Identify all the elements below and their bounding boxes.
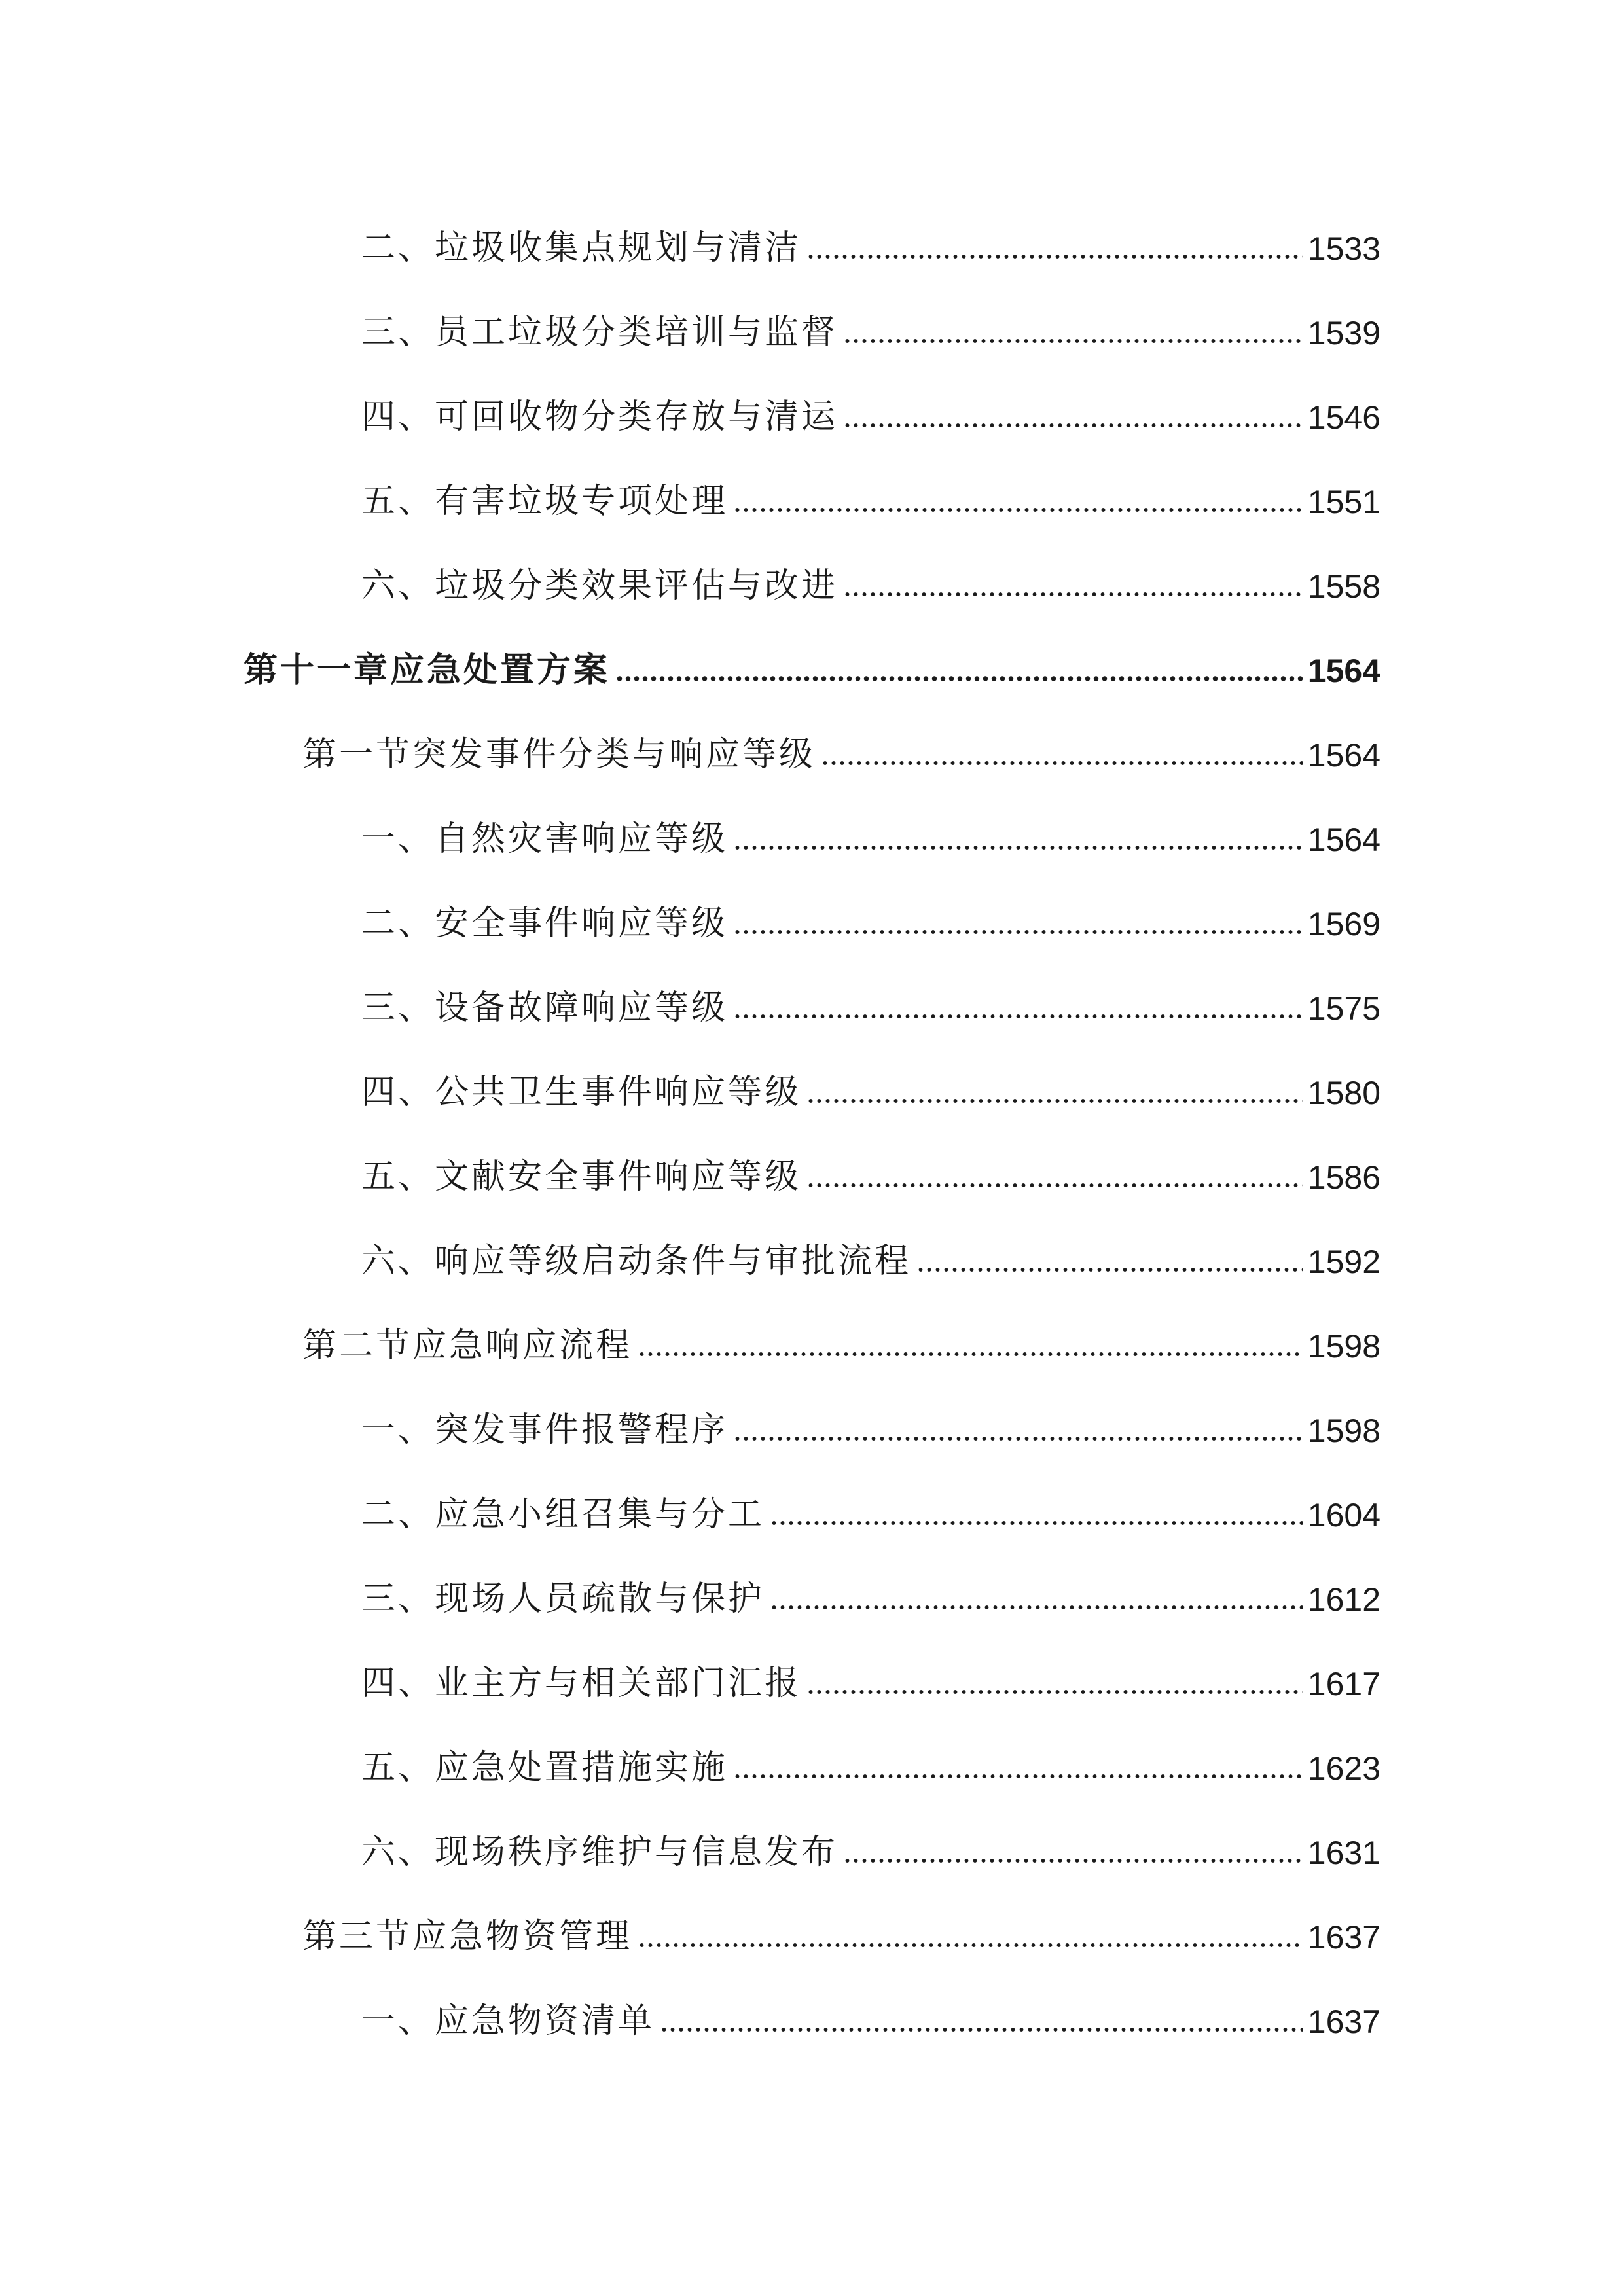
toc-entry[interactable]: [361, 1226, 1380, 1281]
toc-entry-title: 五、文献安全事件响应等级: [361, 1157, 802, 1196]
toc-entry-title: 六、响应等级启动条件与审批流程: [361, 1242, 912, 1281]
toc-entry[interactable]: [361, 1817, 1380, 1872]
toc-entry[interactable]: [361, 804, 1380, 859]
toc-entry-page: 1569: [1307, 906, 1380, 942]
toc-entry-page: 1564: [1307, 821, 1380, 858]
toc-entry[interactable]: [361, 973, 1380, 1028]
toc-entry[interactable]: [361, 1395, 1380, 1450]
toc-entry-page: 1575: [1307, 990, 1380, 1027]
toc-entry-title: 第三节应急物资管理: [302, 1917, 633, 1956]
toc-entry-title: 六、现场秩序维护与信息发布: [361, 1833, 839, 1872]
toc-entry-title: 一、自然灾害响应等级: [361, 819, 729, 859]
toc-entry-title: 第二节应急响应流程: [302, 1326, 633, 1365]
toc-entry-page: 1637: [1307, 2003, 1380, 2040]
toc-entry[interactable]: [361, 1986, 1380, 2041]
toc-entry-page: 1580: [1307, 1075, 1380, 1111]
dot-leader: [770, 1520, 1303, 1526]
toc-entry-title: 三、现场人员疏散与保护: [361, 1579, 765, 1619]
dot-leader: [733, 929, 1303, 935]
dot-leader: [638, 1942, 1303, 1948]
dot-leader: [806, 1182, 1303, 1189]
toc-entry-page: 1612: [1307, 1581, 1380, 1618]
dot-leader: [733, 844, 1303, 851]
dot-leader: [733, 1773, 1303, 1780]
toc-entry[interactable]: [361, 1479, 1380, 1532]
toc-entry[interactable]: [361, 382, 1380, 437]
toc-entry[interactable]: [361, 550, 1380, 603]
toc-entry-title: 第十一章应急处置方案: [244, 651, 611, 690]
toc-entry-chapter[interactable]: [244, 635, 1380, 690]
dot-leader: [660, 2026, 1303, 2033]
toc-entry[interactable]: [361, 1648, 1380, 1703]
toc-entry-page: 1564: [1307, 737, 1380, 774]
dot-leader: [916, 1266, 1303, 1273]
toc-entry-title: 三、员工垃圾分类培训与监督: [361, 313, 839, 352]
toc-entry-page: 1564: [1307, 653, 1380, 689]
toc-entry-page: 1617: [1307, 1666, 1380, 1702]
toc-entry-section[interactable]: [302, 1310, 1380, 1363]
toc-entry-page: 1598: [1307, 1328, 1380, 1365]
toc-entry-page: 1637: [1307, 1919, 1380, 1956]
dot-leader: [733, 507, 1303, 513]
dot-leader: [615, 675, 1303, 682]
dot-leader: [843, 591, 1303, 598]
toc-entry[interactable]: [361, 888, 1380, 941]
toc-entry-page: 1598: [1307, 1412, 1380, 1449]
dot-leader: [638, 1351, 1303, 1357]
toc-entry-page: 1551: [1307, 484, 1380, 520]
toc-entry-page: 1586: [1307, 1159, 1380, 1196]
toc-entry-page: 1546: [1307, 399, 1380, 436]
toc-entry[interactable]: [361, 1141, 1380, 1194]
toc-entry-title: 一、突发事件报警程序: [361, 1410, 729, 1450]
toc-entry[interactable]: [361, 1732, 1380, 1785]
toc-entry-title: 一、应急物资清单: [361, 2001, 655, 2041]
toc-entry-page: 1604: [1307, 1497, 1380, 1534]
toc-entry-title: 四、业主方与相关部门汇报: [361, 1664, 802, 1703]
toc-entry-title: 四、可回收物分类存放与清运: [361, 397, 839, 437]
toc-entry-title: 第一节突发事件分类与响应等级: [302, 735, 816, 774]
dot-leader: [806, 253, 1303, 260]
dot-leader: [843, 1857, 1303, 1864]
toc-entry[interactable]: [361, 1564, 1380, 1619]
dot-leader: [821, 760, 1303, 766]
toc-entry-section[interactable]: [302, 719, 1380, 772]
dot-leader: [843, 422, 1303, 429]
toc-entry[interactable]: [361, 466, 1380, 521]
dot-leader: [843, 338, 1303, 344]
toc-entry-title: 五、应急处置措施实施: [361, 1748, 729, 1787]
toc-entry-title: 五、有害垃圾专项处理: [361, 482, 729, 521]
toc-entry-page: 1533: [1307, 230, 1380, 267]
toc-entry[interactable]: [361, 1057, 1380, 1112]
toc-entry-page: 1631: [1307, 1835, 1380, 1871]
dot-leader: [733, 1435, 1303, 1442]
toc-entry-title: 三、设备故障响应等级: [361, 988, 729, 1028]
toc-entry-title: 二、垃圾收集点规划与清洁: [361, 228, 802, 268]
toc-entry-page: 1592: [1307, 1244, 1380, 1280]
toc-entry[interactable]: [361, 297, 1380, 350]
toc-entry-page: 1623: [1307, 1750, 1380, 1787]
toc-entry-page: 1539: [1307, 315, 1380, 351]
dot-leader: [770, 1604, 1303, 1611]
toc-entry-title: 二、应急小组召集与分工: [361, 1495, 765, 1534]
toc-entry-title: 六、垃圾分类效果评估与改进: [361, 566, 839, 605]
toc-entry-title: 四、公共卫生事件响应等级: [361, 1073, 802, 1112]
dot-leader: [806, 1098, 1303, 1104]
toc-entry-section[interactable]: [302, 1901, 1380, 1954]
toc-entry-title: 二、安全事件响应等级: [361, 904, 729, 943]
dot-leader: [733, 1013, 1303, 1020]
dot-leader: [806, 1689, 1303, 1695]
toc-entry[interactable]: [361, 213, 1380, 268]
toc-entry-page: 1558: [1307, 568, 1380, 605]
